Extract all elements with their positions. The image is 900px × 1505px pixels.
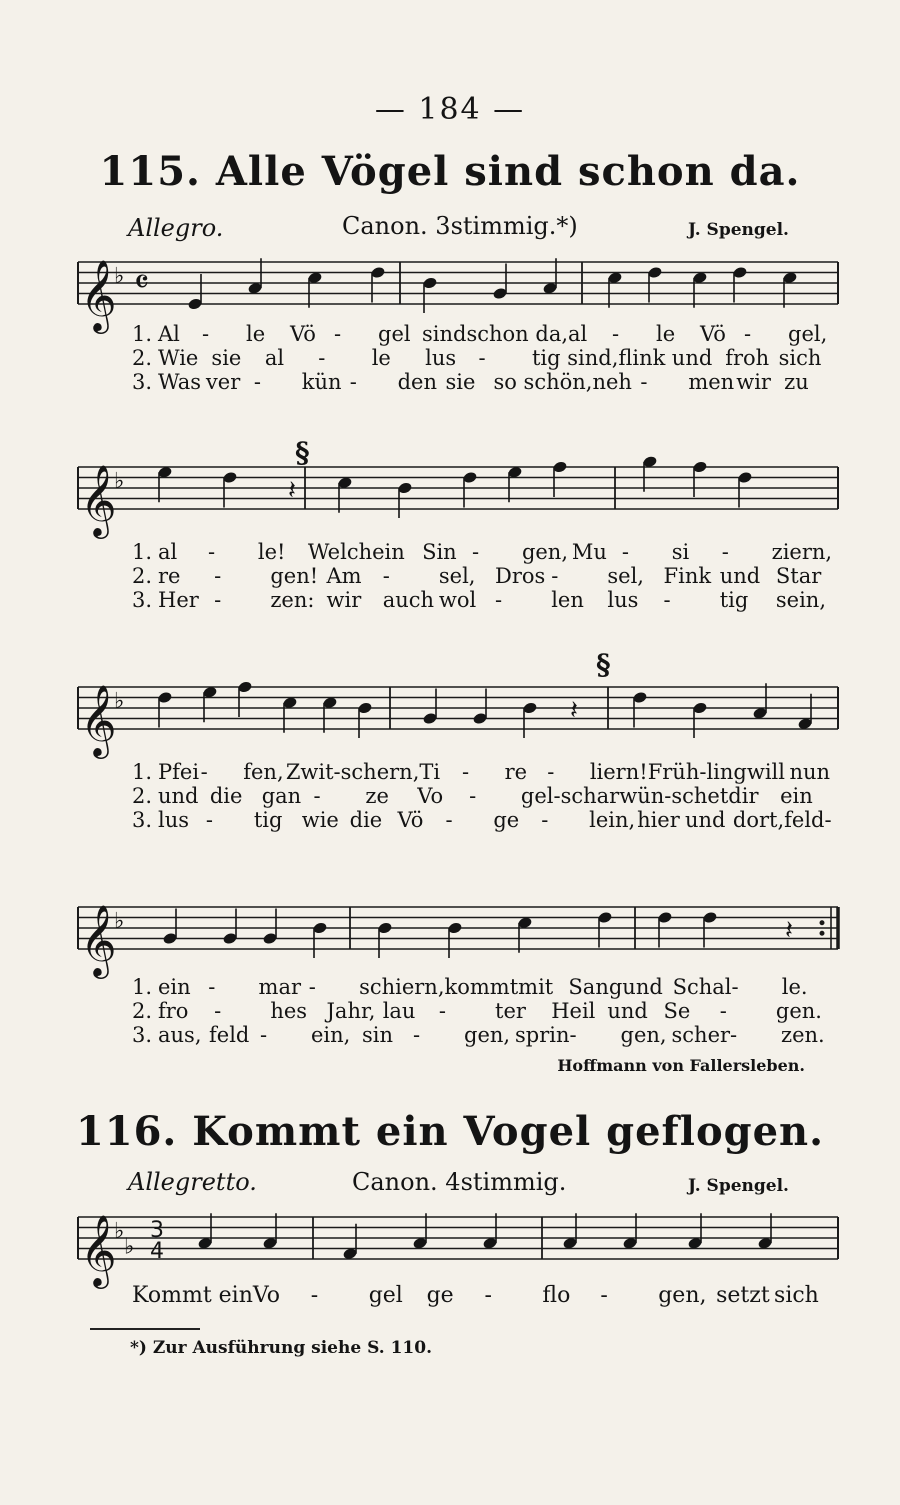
- lyric-syllable: Al: [158, 322, 180, 346]
- lyric-syllable: -: [547, 760, 555, 784]
- lyric-syllable: gen,: [620, 1023, 667, 1047]
- verse-number: 1.: [132, 322, 153, 346]
- lyric-syllable: -: [663, 588, 671, 612]
- tempo-marking: Allegretto.: [128, 1168, 257, 1196]
- treble-clef-icon: 𝄞: [80, 683, 117, 756]
- lyric-syllable: die: [209, 784, 243, 808]
- lyric-syllable: sprin: [515, 1023, 570, 1047]
- lyric-syllable: Vö: [700, 322, 726, 346]
- lyric-syllable: -: [478, 346, 486, 370]
- time-signature-numerator: 3: [150, 1217, 164, 1243]
- lyric-syllable: schiern,: [359, 975, 445, 999]
- lyric-syllable: -: [541, 808, 549, 832]
- lyric-syllable: dort,: [732, 808, 785, 832]
- canon-marking: Canon. 3stimmig.*): [342, 212, 578, 240]
- lyric-syllable: Kommt ein: [132, 1283, 253, 1308]
- lyric-syllable: le.: [781, 975, 808, 999]
- lyric-syllable: will: [746, 760, 785, 784]
- repeat-dot: [820, 931, 825, 936]
- lyric-syllable: liern!: [589, 760, 648, 784]
- lyric-syllable: Am: [326, 564, 362, 588]
- lyric-syllable: und: [607, 999, 648, 1023]
- lyric-syllable: aus,: [158, 1023, 202, 1047]
- segno-sign: §: [295, 436, 310, 469]
- lyric-syllable: Zwit-schern,: [285, 760, 420, 784]
- lyric-syllable: sel,: [438, 564, 476, 588]
- lyric-syllable: si: [671, 540, 690, 564]
- time-signature-denominator: 4: [150, 1238, 164, 1264]
- lyric-syllable: wol: [438, 588, 477, 612]
- verse-line: [132, 999, 832, 1023]
- lyric-syllable: die: [349, 808, 383, 832]
- lyrics-block: [132, 1284, 832, 1308]
- quarter-rest-icon: 𝄽: [785, 915, 793, 946]
- composer: J. Spengel.: [688, 1176, 789, 1196]
- lyric-syllable: fen,: [243, 760, 284, 784]
- lyric-syllable: gan: [261, 784, 302, 808]
- treble-clef-icon: 𝄞: [80, 463, 117, 536]
- lyric-syllable: Jahr,: [326, 999, 376, 1023]
- lyric-syllable: Wie: [158, 346, 199, 370]
- lyric-syllable: Welch: [307, 540, 373, 564]
- lyric-syllable: -: [621, 540, 629, 564]
- lyric-syllable: le: [371, 346, 391, 370]
- quarter-rest-icon: 𝄽: [288, 475, 296, 506]
- lyric-syllable: und: [671, 346, 713, 370]
- tempo-marking: Allegro.: [128, 214, 224, 242]
- lyric-syllable: kün: [301, 370, 342, 394]
- lyric-syllable: gen.: [775, 999, 822, 1023]
- lyric-syllable: neh: [592, 370, 632, 394]
- lyric-syllable: le: [246, 322, 266, 346]
- verse-line: [132, 784, 832, 808]
- lyric-syllable: -: [200, 760, 208, 784]
- flat-sign-icon: ♭: [114, 908, 125, 934]
- lyric-syllable: al: [264, 346, 285, 370]
- lyric-syllable: gel: [378, 322, 411, 346]
- lyric-syllable: -: [205, 808, 214, 832]
- repeat-dot: [820, 920, 825, 925]
- lyricist-attribution: Hoffmann von Fallersleben.: [557, 1056, 805, 1075]
- lyric-syllable: sel,: [607, 564, 644, 588]
- lyric-syllable: -: [461, 760, 470, 784]
- lyric-syllable: mar: [258, 975, 302, 999]
- song-title-116: 116. Kommt ein Vogel geflogen.: [75, 1108, 825, 1155]
- lyric-syllable: Sin: [422, 540, 457, 564]
- lyric-syllable: tig sind,: [531, 346, 619, 370]
- lyric-syllable: und: [622, 975, 663, 999]
- lyric-syllable: wie: [301, 808, 339, 832]
- lyric-syllable: sich: [778, 346, 822, 370]
- lyric-syllable: -: [208, 975, 216, 999]
- lyric-syllable: feld-: [784, 808, 832, 832]
- lyric-syllable: Vö: [290, 322, 316, 346]
- lyric-syllable: auch: [382, 588, 435, 612]
- lyric-syllable: Heil: [551, 999, 596, 1023]
- lyric-syllable: nun: [789, 760, 831, 784]
- verse-number: 1.: [132, 760, 153, 784]
- lyric-syllable: -: [318, 346, 326, 370]
- lyric-syllable: ge: [426, 1283, 454, 1308]
- lyric-syllable: Was: [158, 370, 202, 394]
- lyric-syllable: feld: [209, 1023, 250, 1047]
- lyric-syllable: -: [349, 370, 357, 394]
- lyric-syllable: sin: [362, 1023, 394, 1047]
- verse-number: 3.: [132, 1023, 153, 1047]
- lyric-syllable: ziern,: [771, 540, 833, 564]
- lyric-syllable: -: [310, 1283, 319, 1308]
- lyric-syllable: -: [413, 1023, 421, 1047]
- segno-sign: §: [596, 648, 611, 681]
- lyric-syllable: tig: [719, 588, 749, 612]
- lyric-syllable: wün-schet: [619, 784, 729, 808]
- song-title-115: 115. Alle Vögel sind schon da.: [99, 148, 801, 195]
- lyric-syllable: Pfei: [158, 760, 200, 784]
- verse-number: 2.: [132, 564, 153, 588]
- treble-clef-icon: 𝄞: [80, 903, 117, 976]
- lyric-syllable: lein,: [589, 808, 636, 832]
- lyrics-block: [132, 540, 832, 612]
- verse-line: [132, 370, 832, 394]
- lyric-syllable: ein: [372, 540, 405, 564]
- lyric-syllable: gel-schar: [520, 784, 620, 808]
- lyric-syllable: -: [612, 322, 620, 346]
- lyric-syllable: -: [202, 322, 210, 346]
- lyric-syllable: Star: [775, 564, 822, 588]
- lyric-syllable: -: [731, 975, 739, 999]
- lyrics-block: [132, 322, 832, 394]
- lyric-syllable: -: [719, 999, 727, 1023]
- lyric-syllable: gel: [368, 1283, 403, 1308]
- lyric-syllable: sind: [422, 322, 467, 346]
- lyric-syllable: setzt: [716, 1283, 770, 1308]
- lyric-syllable: froh: [725, 346, 770, 370]
- lyric-syllable: tig: [253, 808, 283, 832]
- lyric-syllable: Vo: [252, 1283, 280, 1308]
- lyric-syllable: men: [688, 370, 735, 394]
- flat-sign-icon: ♭: [114, 688, 125, 714]
- lyric-syllable: ze: [365, 784, 389, 808]
- lyric-syllable: ein,: [311, 1023, 351, 1047]
- lyric-syllable: zen.: [781, 1023, 825, 1047]
- lyric-syllable: Ti: [419, 760, 441, 784]
- common-time-icon: 𝄴: [134, 262, 150, 303]
- lyrics-block: [132, 975, 832, 1047]
- lyric-line: [132, 1284, 832, 1308]
- verse-number: 3.: [132, 808, 153, 832]
- lyric-syllable: hier: [637, 808, 680, 832]
- lyric-syllable: sein,: [775, 588, 827, 612]
- flat-sign-icon: ♭: [124, 1234, 135, 1260]
- lyric-syllable: -: [214, 588, 222, 612]
- verse-number: 3.: [132, 588, 153, 612]
- lyric-syllable: lus: [607, 588, 639, 612]
- lyric-syllable: Vö: [397, 808, 424, 832]
- lyric-syllable: al: [568, 322, 588, 346]
- lyric-syllable: re: [158, 564, 181, 588]
- lyric-syllable: so schön,: [493, 370, 593, 394]
- verse-number: 1.: [132, 975, 153, 999]
- lyric-syllable: -: [469, 784, 477, 808]
- lyric-syllable: -: [600, 1283, 608, 1308]
- lyric-syllable: -: [484, 1283, 492, 1308]
- footnote-divider: [90, 1328, 200, 1330]
- lyric-syllable: ein: [158, 975, 191, 999]
- verse-line: [132, 808, 832, 832]
- lyric-syllable: -: [308, 975, 316, 999]
- lyric-syllable: ge: [493, 808, 520, 832]
- verse-line: [132, 975, 832, 999]
- flat-sign-icon: ♭: [114, 263, 125, 289]
- music-staff: [0, 455, 900, 535]
- lyric-syllable: den: [397, 370, 438, 394]
- lyric-syllable: zu: [784, 370, 809, 394]
- lyric-syllable: -: [334, 322, 342, 346]
- treble-clef-icon: 𝄞: [80, 1213, 117, 1286]
- lyric-syllable: Fink: [663, 564, 712, 588]
- lyric-syllable: -: [744, 322, 752, 346]
- verse-line: [132, 760, 832, 784]
- lyric-syllable: flo: [542, 1283, 571, 1308]
- lyric-syllable: -: [253, 370, 261, 394]
- lyric-syllable: zen:: [270, 588, 315, 612]
- lyric-syllable: mit: [518, 975, 554, 999]
- lyric-syllable: Dros: [495, 564, 546, 588]
- lyric-syllable: -: [640, 370, 648, 394]
- composer: J. Spengel.: [688, 220, 789, 240]
- verse-number: 2.: [132, 999, 153, 1023]
- lyric-syllable: len: [551, 588, 584, 612]
- lyric-syllable: -: [207, 540, 216, 564]
- lyric-syllable: schon da,: [466, 322, 569, 346]
- lyric-syllable: sich: [774, 1283, 819, 1308]
- flat-sign-icon: ♭: [114, 1218, 125, 1244]
- lyrics-block: [132, 760, 832, 832]
- lyric-syllable: lus: [158, 808, 190, 832]
- music-staff: [0, 895, 900, 975]
- verse-line: [132, 588, 832, 612]
- lyric-syllable: le!: [257, 540, 286, 564]
- quarter-rest-icon: 𝄽: [570, 695, 578, 726]
- lyric-syllable: -: [313, 784, 321, 808]
- lyric-syllable: Vo: [417, 784, 444, 808]
- lyric-syllable: Se: [663, 999, 691, 1023]
- music-staff: [0, 1205, 900, 1285]
- flat-sign-icon: ♭: [114, 468, 125, 494]
- lyric-syllable: gen,: [521, 540, 569, 564]
- lyric-syllable: Früh-ling: [647, 760, 747, 784]
- lyric-syllable: -: [382, 564, 390, 588]
- verse-line: [132, 322, 832, 346]
- verse-line: [132, 1023, 832, 1047]
- lyric-syllable: ein: [780, 784, 813, 808]
- lyric-syllable: lus: [425, 346, 457, 370]
- canon-marking: Canon. 4stimmig.: [352, 1168, 567, 1196]
- music-staff: [0, 675, 900, 755]
- lyric-syllable: -: [721, 540, 729, 564]
- lyric-syllable: wir: [736, 370, 771, 394]
- lyric-syllable: Mu: [571, 540, 607, 564]
- lyric-syllable: gen!: [270, 564, 319, 588]
- page-number: — 184 —: [374, 92, 526, 127]
- lyric-syllable: scher: [671, 1023, 731, 1047]
- verse-line: [132, 564, 832, 588]
- lyric-syllable: ver: [205, 370, 241, 394]
- verse-line: [132, 540, 832, 564]
- lyric-syllable: al: [158, 540, 178, 564]
- lyric-syllable: flink: [618, 346, 666, 370]
- lyric-syllable: wir: [326, 588, 362, 612]
- lyric-syllable: Schal: [672, 975, 732, 999]
- footnote: *) Zur Ausführung siehe S. 110.: [130, 1338, 432, 1358]
- lyric-syllable: -: [214, 564, 222, 588]
- lyric-syllable: Sang: [568, 975, 623, 999]
- lyric-syllable: -: [569, 1023, 577, 1047]
- treble-clef-icon: 𝄞: [80, 258, 117, 331]
- lyric-syllable: gel,: [788, 322, 828, 346]
- lyric-syllable: gen,: [658, 1283, 707, 1308]
- lyric-syllable: -: [730, 1023, 738, 1047]
- lyric-syllable: lau: [382, 999, 416, 1023]
- lyric-syllable: -: [551, 564, 559, 588]
- lyric-syllable: kommt: [444, 975, 519, 999]
- lyric-syllable: -: [214, 999, 222, 1023]
- verse-number: 2.: [132, 784, 153, 808]
- lyric-syllable: hes: [270, 999, 308, 1023]
- lyric-syllable: dir: [728, 784, 759, 808]
- lyric-syllable: -: [260, 1023, 268, 1047]
- lyric-syllable: und: [719, 564, 761, 588]
- music-staff: [0, 250, 900, 330]
- lyric-syllable: gen,: [464, 1023, 511, 1047]
- lyric-syllable: re: [504, 760, 528, 784]
- lyric-syllable: le: [656, 322, 676, 346]
- lyric-syllable: Her: [158, 588, 199, 612]
- verse-number: 3.: [132, 370, 153, 394]
- lyric-syllable: -: [495, 588, 503, 612]
- lyric-syllable: sie: [445, 370, 476, 394]
- lyric-syllable: und: [158, 784, 199, 808]
- lyric-syllable: -: [445, 808, 453, 832]
- lyric-syllable: -: [472, 540, 480, 564]
- lyric-syllable: ter: [495, 999, 526, 1023]
- verse-number: 1.: [132, 540, 153, 564]
- lyric-syllable: -: [438, 999, 446, 1023]
- lyric-syllable: sie: [211, 346, 242, 370]
- lyric-syllable: und: [684, 808, 726, 832]
- verse-number: 2.: [132, 346, 153, 370]
- lyric-syllable: fro: [158, 999, 189, 1023]
- verse-line: [132, 346, 832, 370]
